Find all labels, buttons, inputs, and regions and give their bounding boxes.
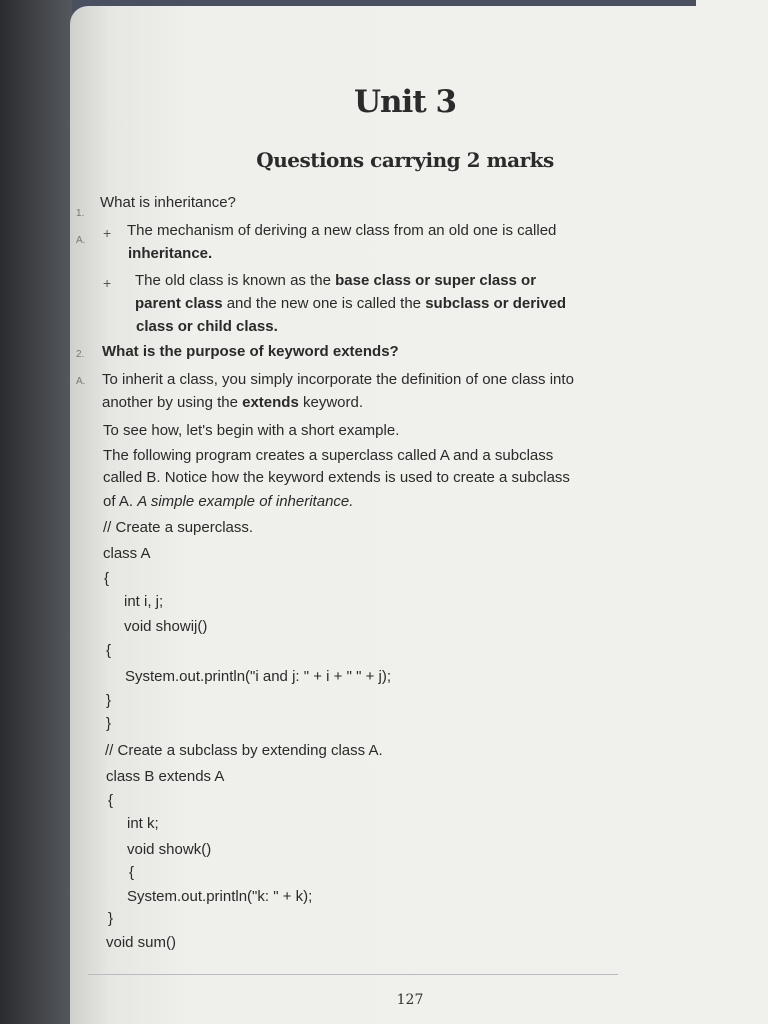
italic-run: A simple example of inheritance. bbox=[137, 493, 354, 510]
code-line: class A bbox=[103, 545, 151, 562]
text-run: of A. bbox=[103, 493, 138, 510]
code-line: System.out.println("i and j: " + i + " " + j); bbox=[125, 668, 391, 685]
code-line: void showij() bbox=[124, 618, 208, 635]
code-line: void showk() bbox=[127, 841, 212, 858]
answer-1-bullet-1-line-1: The mechanism of deriving a new class from an old one is called bbox=[127, 222, 557, 239]
answer-2-line-3: To see how, let's begin with a short example. bbox=[103, 422, 400, 439]
question-1-marker: 1. bbox=[76, 208, 85, 219]
answer-1-bullet-2-line-3: class or child class. bbox=[136, 318, 278, 335]
bold-run: extends bbox=[242, 394, 299, 411]
code-line: // Create a subclass by extending class A. bbox=[105, 742, 383, 759]
code-line: } bbox=[108, 910, 114, 927]
bullet-icon: + bbox=[103, 275, 112, 291]
answer-2-line-1: To inherit a class, you simply incorporate the definition of one class into bbox=[102, 371, 574, 388]
page-number: 127 bbox=[396, 992, 424, 1008]
book-page bbox=[70, 6, 710, 1024]
code-line: void sum() bbox=[106, 934, 177, 951]
answer-1-bullet-2-line-1 bbox=[135, 272, 536, 289]
code-line: // Create a superclass. bbox=[103, 519, 254, 536]
code-line: { bbox=[104, 570, 110, 587]
answer-1-marker: A. bbox=[76, 235, 86, 246]
code-line: int i, j; bbox=[124, 593, 164, 610]
unit-title: Unit 3 bbox=[353, 84, 457, 120]
bold-run: subclass or derived bbox=[425, 295, 567, 312]
code-line: { bbox=[108, 792, 114, 809]
code-line: } bbox=[106, 715, 112, 732]
answer-2-line-2 bbox=[102, 394, 363, 411]
answer-2-line-5: called B. Notice how the keyword extends is used to create a subclass bbox=[103, 469, 570, 486]
bold-run: base class or super class or bbox=[335, 272, 537, 289]
question-1: What is inheritance? bbox=[100, 194, 236, 211]
bold-run: parent class bbox=[135, 295, 223, 312]
question-2: What is the purpose of keyword extends? bbox=[102, 343, 399, 360]
bullet-icon: + bbox=[103, 225, 112, 241]
answer-1-bullet-2-line-2 bbox=[135, 295, 566, 312]
text-run: The old class is known as the bbox=[135, 272, 336, 289]
text-run: keyword. bbox=[298, 394, 364, 411]
code-line: class B extends A bbox=[106, 768, 225, 785]
answer-2-marker: A. bbox=[76, 376, 86, 387]
background-left bbox=[0, 0, 72, 1024]
section-title: Questions carrying 2 marks bbox=[256, 148, 554, 172]
code-line: } bbox=[106, 692, 112, 709]
answer-2-line-4: The following program creates a superclass called A and a subclass bbox=[103, 447, 554, 464]
answer-2-line-6 bbox=[103, 493, 353, 510]
text-run: and the new one is called the bbox=[222, 295, 426, 312]
footer-rule bbox=[88, 974, 618, 975]
code-line: System.out.println("k: " + k); bbox=[127, 888, 313, 905]
question-2-marker: 2. bbox=[76, 349, 85, 360]
text-run: another by using the bbox=[102, 394, 243, 411]
code-line: { bbox=[106, 642, 112, 659]
code-line: int k; bbox=[127, 815, 159, 832]
answer-1-bullet-1-line-2: inheritance. bbox=[128, 245, 213, 262]
code-line: { bbox=[129, 864, 135, 881]
